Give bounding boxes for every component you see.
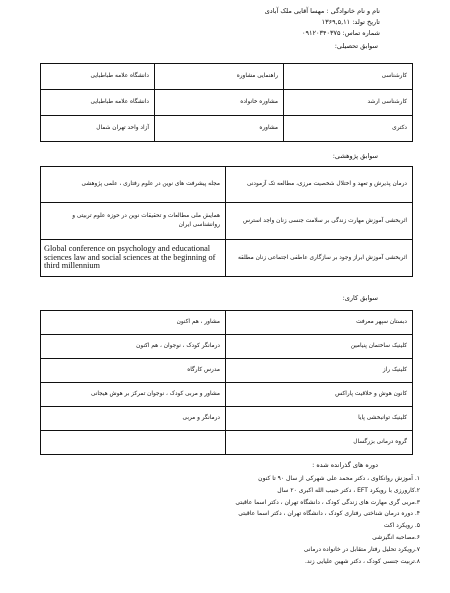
education-field: راهنمایی مشاوره xyxy=(155,64,284,90)
research-venue-cell: مجله پیشرفت های نوین در علوم رفتاری ، علمی پژوهشی xyxy=(41,167,226,203)
list-item: ۱. آموزش روانکاوی ، دکتر محمد علی شهرکی از سال ۹۰ تا کنون xyxy=(258,475,420,482)
research-title-cell: درمان پذیرش و تعهد و اختلال شخصیت مرزی، مطالعه تک آزمودنی xyxy=(226,167,413,203)
work-role-cell xyxy=(41,431,226,455)
education-degree: دکتری xyxy=(284,116,413,142)
table-row xyxy=(41,311,413,335)
research-venue-cell: همایش ملی مطالعات و تحقیقات نوین در حوزه علوم تربیتی و روانشناسی ایران xyxy=(41,203,226,240)
table-row xyxy=(41,431,413,455)
research-venue-cell: Global conference on psychology and educational sciences law and social sciences at the beginning of third millennium xyxy=(41,240,226,277)
education-university: دانشگاه علامه طباطبایی xyxy=(41,64,155,90)
phone-line: شماره تماس: ۰۹۱۲۰۳۴۰۳۷۵ xyxy=(302,29,380,37)
list-item: ۲.کارورزی با رویکرد EFT ، دکتر حبیب الله اکبری ۲۰ سال xyxy=(277,486,420,494)
table-row xyxy=(41,383,413,407)
list-item: ۶.مصاحبه انگیزشی xyxy=(372,533,420,541)
table-row xyxy=(41,167,413,203)
list-item: ۴. دوره درمان شناختی رفتاری کودک ، دانشگاه تهران ، دکتر اسما عاقبتی xyxy=(238,510,420,518)
list-item: ۳.مربی گری مهارت های زندگی کودک ، دانشگاه تهران ، دکتر اسما عاقبتی xyxy=(235,498,420,506)
table-row xyxy=(41,116,413,142)
education-university: دانشگاه علامه طباطبایی xyxy=(41,90,155,116)
table-row xyxy=(41,359,413,383)
education-title: سوابق تحصیلی: xyxy=(334,42,378,50)
work-role-cell: مشاور ، هم اکنون xyxy=(41,311,226,335)
work-role-cell: مدرس کارگاه xyxy=(41,359,226,383)
list-item: ۵. رویکرد اکت xyxy=(383,522,420,530)
work-title: سوابق کاری: xyxy=(342,294,378,302)
work-role-cell: درمانگر کودک ، نوجوان ، هم اکنون xyxy=(41,335,226,359)
courses-title: دوره های گذرانده شده : xyxy=(312,461,378,469)
education-field: مشاوره خانواده xyxy=(155,90,284,116)
research-title: سوابق پژوهشی: xyxy=(332,152,378,160)
work-place-cell: کلینیک ساختمان پنیامین xyxy=(226,335,413,359)
birth-date-line: تاریخ تولد: ۱۳۶۹,۵,۱۱ xyxy=(321,18,380,26)
table-row xyxy=(41,407,413,431)
research-title-cell: اثربخشی آموزش ابراز وجود بر سازگاری عاطفی اجتماعی زنان مطلقه xyxy=(226,240,413,277)
education-table xyxy=(40,63,413,142)
work-place-cell: گروه درمانی بزرگسال xyxy=(226,431,413,455)
work-place-cell: کانون هوش و خلاقیت پاراکس xyxy=(226,383,413,407)
table-row xyxy=(41,203,413,240)
work-place-cell: کلینیک راز xyxy=(226,359,413,383)
education-degree: کارشناسی ارشد xyxy=(284,90,413,116)
work-table xyxy=(40,310,413,455)
education-field: مشاوره xyxy=(155,116,284,142)
list-item: ۷.رویکرد تحلیل رفتار متقابل در خانواده درمانی xyxy=(303,545,420,553)
work-place-cell: کلینیک توانبخشی پایا xyxy=(226,407,413,431)
work-role-cell: درمانگر و مربی xyxy=(41,407,226,431)
name-line: نام و نام خانوادگی : مهسا آقایی ملک آبادی xyxy=(264,7,380,15)
work-place-cell: دبستان سپهر معرفت xyxy=(226,311,413,335)
table-row xyxy=(41,240,413,277)
research-title-cell: اثربخشی آموزش مهارت زندگی بر سلامت جنسی زنان واجد استرس xyxy=(226,203,413,240)
research-table xyxy=(40,166,413,277)
table-row xyxy=(41,64,413,90)
table-row xyxy=(41,335,413,359)
work-role-cell: مشاور و مربی کودک ، نوجوان تمرکز بر هوش هیجانی xyxy=(41,383,226,407)
education-university: آزاد واحد تهران شمال xyxy=(41,116,155,142)
table-row xyxy=(41,90,413,116)
list-item: ۸.تربیت جنسی کودک ، دکتر شهین علیایی زند. xyxy=(305,557,420,565)
courses-list xyxy=(50,473,420,567)
education-degree: کارشناسی xyxy=(284,64,413,90)
